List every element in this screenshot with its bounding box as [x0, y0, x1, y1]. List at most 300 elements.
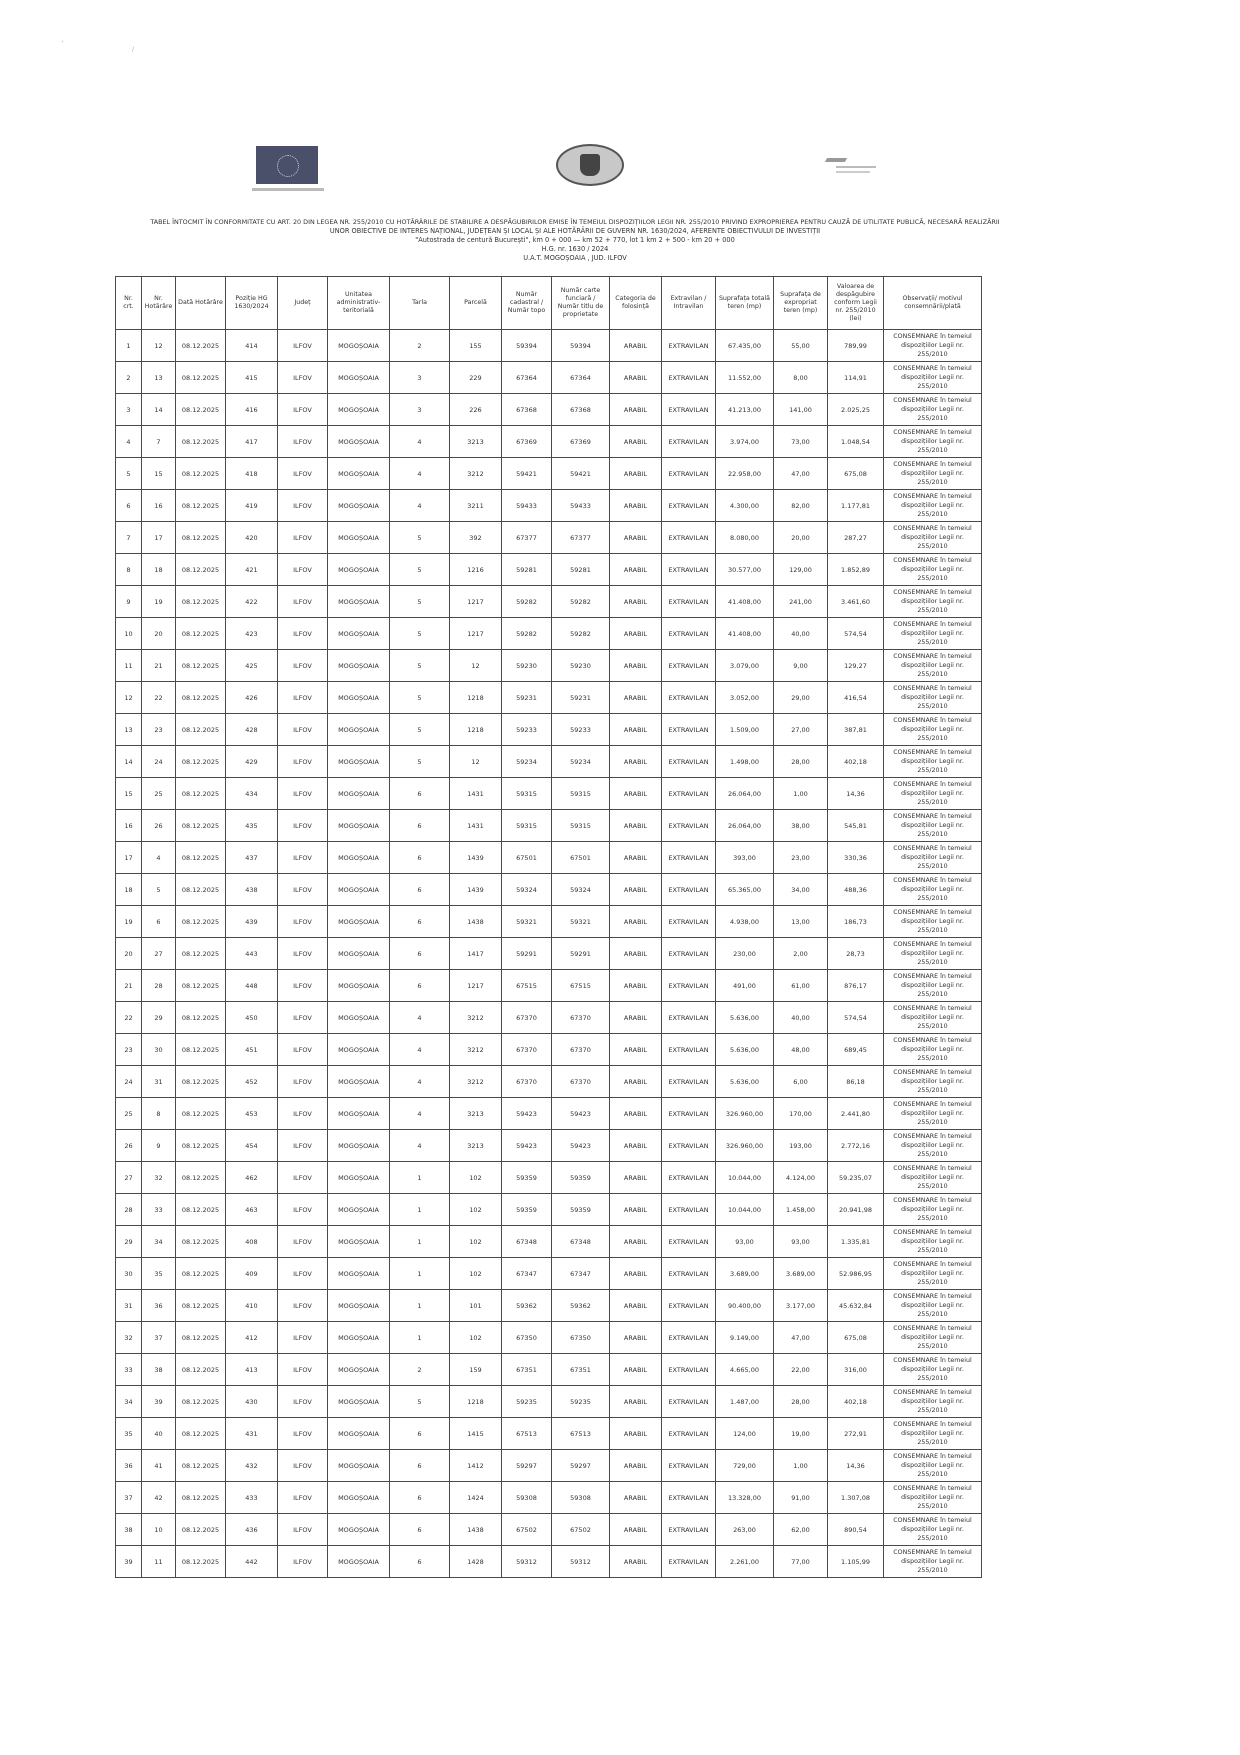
table-cell: MOGOȘOAIA — [328, 682, 390, 714]
table-row — [116, 394, 982, 426]
table-cell: 2.025,25 — [828, 394, 884, 426]
table-cell: EXTRAVILAN — [662, 458, 716, 490]
table-cell: 67347 — [502, 1258, 552, 1290]
observation-cell: CONSEMNARE în temeiul dispozițiilor Legii nr. 255/2010 — [884, 938, 982, 970]
table-cell: 263,00 — [716, 1514, 774, 1546]
table-cell: 59234 — [502, 746, 552, 778]
table-cell: ARABIL — [610, 1002, 662, 1034]
table-cell: 16 — [116, 810, 142, 842]
table-row — [116, 1514, 982, 1546]
table-cell: 229 — [450, 362, 502, 394]
table-cell: 08.12.2025 — [176, 714, 226, 746]
table-cell: EXTRAVILAN — [662, 1258, 716, 1290]
table-cell: 463 — [226, 1194, 278, 1226]
table-cell: ARABIL — [610, 330, 662, 362]
observation-cell: CONSEMNARE în temeiul dispozițiilor Legii nr. 255/2010 — [884, 426, 982, 458]
table-cell: 67513 — [502, 1418, 552, 1450]
table-cell: 454 — [226, 1130, 278, 1162]
table-cell: 59315 — [552, 810, 610, 842]
table-cell: 59282 — [502, 586, 552, 618]
table-cell: MOGOȘOAIA — [328, 1098, 390, 1130]
table-cell: ARABIL — [610, 682, 662, 714]
table-cell: MOGOȘOAIA — [328, 586, 390, 618]
table-cell: 11.552,00 — [716, 362, 774, 394]
table-cell: 6 — [390, 810, 450, 842]
table-cell: 08.12.2025 — [176, 1386, 226, 1418]
table-cell: 8,00 — [774, 362, 828, 394]
table-cell: MOGOȘOAIA — [328, 1418, 390, 1450]
observation-cell: CONSEMNARE în temeiul dispozițiilor Legii nr. 255/2010 — [884, 586, 982, 618]
observation-cell: CONSEMNARE în temeiul dispozițiilor Legii nr. 255/2010 — [884, 330, 982, 362]
table-cell: 434 — [226, 778, 278, 810]
table-cell: EXTRAVILAN — [662, 938, 716, 970]
table-cell: 08.12.2025 — [176, 362, 226, 394]
table-cell: EXTRAVILAN — [662, 842, 716, 874]
table-cell: 34 — [142, 1226, 176, 1258]
table-cell: ARABIL — [610, 1226, 662, 1258]
observation-cell: CONSEMNARE în temeiul dispozițiilor Legii nr. 255/2010 — [884, 1194, 982, 1226]
table-cell: 37 — [116, 1482, 142, 1514]
table-cell: 67370 — [502, 1002, 552, 1034]
table-cell: 67348 — [502, 1226, 552, 1258]
table-cell: MOGOȘOAIA — [328, 1066, 390, 1098]
table-cell: 59282 — [552, 586, 610, 618]
table-cell: EXTRAVILAN — [662, 682, 716, 714]
table-cell: 432 — [226, 1450, 278, 1482]
table-cell: 1.487,00 — [716, 1386, 774, 1418]
table-cell: 1.852,89 — [828, 554, 884, 586]
table-cell: 3212 — [450, 1034, 502, 1066]
table-cell: 3.052,00 — [716, 682, 774, 714]
table-cell: 59394 — [502, 330, 552, 362]
table-cell: MOGOȘOAIA — [328, 1322, 390, 1354]
observation-cell: CONSEMNARE în temeiul dispozițiilor Legii nr. 255/2010 — [884, 1546, 982, 1578]
column-header: Categoria de folosință — [610, 277, 662, 330]
table-cell: 22 — [116, 1002, 142, 1034]
table-cell: ILFOV — [278, 330, 328, 362]
table-cell: 4 — [390, 1066, 450, 1098]
table-row — [116, 1322, 982, 1354]
observation-cell: CONSEMNARE în temeiul dispozițiilor Legii nr. 255/2010 — [884, 362, 982, 394]
table-cell: ILFOV — [278, 1322, 328, 1354]
table-cell: 59291 — [502, 938, 552, 970]
table-cell: 08.12.2025 — [176, 650, 226, 682]
table-cell: 26 — [142, 810, 176, 842]
table-cell: ARABIL — [610, 1514, 662, 1546]
observation-cell: CONSEMNARE în temeiul dispozițiilor Legii nr. 255/2010 — [884, 1002, 982, 1034]
table-cell: 435 — [226, 810, 278, 842]
table-cell: 1424 — [450, 1482, 502, 1514]
table-cell: 448 — [226, 970, 278, 1002]
table-cell: 37 — [142, 1322, 176, 1354]
table-cell: 30 — [142, 1034, 176, 1066]
table-cell: MOGOȘOAIA — [328, 746, 390, 778]
table-cell: 4 — [390, 426, 450, 458]
table-cell: 59321 — [552, 906, 610, 938]
table-cell: 08.12.2025 — [176, 1322, 226, 1354]
table-cell: 08.12.2025 — [176, 426, 226, 458]
observation-cell: CONSEMNARE în temeiul dispozițiilor Legii nr. 255/2010 — [884, 394, 982, 426]
table-cell: MOGOȘOAIA — [328, 1034, 390, 1066]
table-cell: ARABIL — [610, 938, 662, 970]
table-cell: 11 — [116, 650, 142, 682]
table-cell: 141,00 — [774, 394, 828, 426]
table-cell: 6 — [390, 938, 450, 970]
table-cell: 62,00 — [774, 1514, 828, 1546]
table-cell: ARABIL — [610, 714, 662, 746]
table-cell: 129,27 — [828, 650, 884, 682]
table-cell: ILFOV — [278, 650, 328, 682]
table-cell: ARABIL — [610, 842, 662, 874]
column-header: Parcelă — [450, 277, 502, 330]
table-cell: MOGOȘOAIA — [328, 1194, 390, 1226]
table-cell: 4 — [390, 1098, 450, 1130]
observation-cell: CONSEMNARE în temeiul dispozițiilor Legii nr. 255/2010 — [884, 618, 982, 650]
table-cell: 67501 — [502, 842, 552, 874]
table-cell: 1417 — [450, 938, 502, 970]
table-cell: 17 — [116, 842, 142, 874]
table-cell: 1.335,81 — [828, 1226, 884, 1258]
table-cell: ILFOV — [278, 1002, 328, 1034]
table-cell: EXTRAVILAN — [662, 1322, 716, 1354]
observation-cell: CONSEMNARE în temeiul dispozițiilor Legii nr. 255/2010 — [884, 1354, 982, 1386]
table-cell: 230,00 — [716, 938, 774, 970]
table-cell: 488,36 — [828, 874, 884, 906]
table-cell: 10.044,00 — [716, 1194, 774, 1226]
table-cell: 41.213,00 — [716, 394, 774, 426]
table-cell: 08.12.2025 — [176, 746, 226, 778]
table-cell: EXTRAVILAN — [662, 1514, 716, 1546]
table-cell: 67370 — [502, 1034, 552, 1066]
table-row — [116, 458, 982, 490]
table-cell: 67350 — [502, 1322, 552, 1354]
table-cell: 5.636,00 — [716, 1002, 774, 1034]
table-cell: 3 — [116, 394, 142, 426]
column-header: Nr. crt. — [116, 277, 142, 330]
table-cell: 23 — [142, 714, 176, 746]
table-cell: 1431 — [450, 778, 502, 810]
table-cell: 9 — [116, 586, 142, 618]
table-row — [116, 522, 982, 554]
column-header: Suprafața de expropriat teren (mp) — [774, 277, 828, 330]
table-cell: 41 — [142, 1450, 176, 1482]
table-cell: 52.986,95 — [828, 1258, 884, 1290]
table-cell: 3212 — [450, 458, 502, 490]
table-cell: 55,00 — [774, 330, 828, 362]
table-cell: ILFOV — [278, 1194, 328, 1226]
table-cell: ARABIL — [610, 1290, 662, 1322]
column-header: Suprafața totală teren (mp) — [716, 277, 774, 330]
table-row — [116, 1290, 982, 1322]
observation-cell: CONSEMNARE în temeiul dispozițiilor Legii nr. 255/2010 — [884, 1034, 982, 1066]
table-cell: 27 — [116, 1162, 142, 1194]
table-cell: ARABIL — [610, 426, 662, 458]
table-cell: 1.509,00 — [716, 714, 774, 746]
table-row — [116, 1098, 982, 1130]
table-cell: 35 — [116, 1418, 142, 1450]
table-cell: 4 — [390, 1002, 450, 1034]
table-cell: EXTRAVILAN — [662, 426, 716, 458]
observation-cell: CONSEMNARE în temeiul dispozițiilor Legii nr. 255/2010 — [884, 970, 982, 1002]
table-cell: 22.958,00 — [716, 458, 774, 490]
table-cell: 59315 — [502, 810, 552, 842]
table-cell: EXTRAVILAN — [662, 330, 716, 362]
table-cell: ILFOV — [278, 1098, 328, 1130]
table-cell: 4 — [390, 490, 450, 522]
observation-cell: CONSEMNARE în temeiul dispozițiilor Legii nr. 255/2010 — [884, 490, 982, 522]
table-cell: 59421 — [502, 458, 552, 490]
table-cell: 436 — [226, 1514, 278, 1546]
table-row — [116, 362, 982, 394]
table-cell: ILFOV — [278, 842, 328, 874]
table-cell: 2.261,00 — [716, 1546, 774, 1578]
table-cell: 59231 — [502, 682, 552, 714]
table-cell: 409 — [226, 1258, 278, 1290]
table-cell: 59281 — [502, 554, 552, 586]
observation-cell: CONSEMNARE în temeiul dispozițiilor Legii nr. 255/2010 — [884, 874, 982, 906]
table-cell: 67515 — [552, 970, 610, 1002]
table-row — [116, 682, 982, 714]
table-cell: ILFOV — [278, 1386, 328, 1418]
table-cell: 402,18 — [828, 1386, 884, 1418]
table-cell: 40 — [142, 1418, 176, 1450]
table-cell: 1428 — [450, 1546, 502, 1578]
table-cell: MOGOȘOAIA — [328, 458, 390, 490]
table-cell: 491,00 — [716, 970, 774, 1002]
table-cell: 59421 — [552, 458, 610, 490]
observation-cell: CONSEMNARE în temeiul dispozițiilor Legii nr. 255/2010 — [884, 1386, 982, 1418]
table-cell: 2.772,16 — [828, 1130, 884, 1162]
table-cell: 40,00 — [774, 618, 828, 650]
table-cell: 08.12.2025 — [176, 1162, 226, 1194]
table-cell: 65.365,00 — [716, 874, 774, 906]
table-cell: 5 — [390, 682, 450, 714]
table-cell: EXTRAVILAN — [662, 1386, 716, 1418]
table-cell: 3213 — [450, 1130, 502, 1162]
table-cell: 08.12.2025 — [176, 810, 226, 842]
table-row — [116, 1194, 982, 1226]
table-cell: ARABIL — [610, 618, 662, 650]
table-row — [116, 1482, 982, 1514]
table-cell: 450 — [226, 1002, 278, 1034]
table-cell: 462 — [226, 1162, 278, 1194]
table-cell: 6 — [142, 906, 176, 938]
table-cell: 574,54 — [828, 618, 884, 650]
table-cell: 413 — [226, 1354, 278, 1386]
table-cell: 6 — [390, 970, 450, 1002]
table-cell: ILFOV — [278, 490, 328, 522]
table-cell: 14 — [116, 746, 142, 778]
table-cell: ARABIL — [610, 522, 662, 554]
table-cell: MOGOȘOAIA — [328, 1450, 390, 1482]
table-cell: 59312 — [552, 1546, 610, 1578]
table-cell: EXTRAVILAN — [662, 1162, 716, 1194]
observation-cell: CONSEMNARE în temeiul dispozițiilor Legii nr. 255/2010 — [884, 682, 982, 714]
table-cell: 08.12.2025 — [176, 1354, 226, 1386]
table-cell: 59231 — [552, 682, 610, 714]
table-cell: 26.064,00 — [716, 810, 774, 842]
table-cell: MOGOȘOAIA — [328, 618, 390, 650]
table-cell: ARABIL — [610, 1162, 662, 1194]
column-header: Extravilan / Intravilan — [662, 277, 716, 330]
table-cell: 159 — [450, 1354, 502, 1386]
table-cell: ILFOV — [278, 714, 328, 746]
table-cell: ARABIL — [610, 1194, 662, 1226]
table-cell: 6 — [390, 1418, 450, 1450]
table-cell: 287,27 — [828, 522, 884, 554]
table-cell: 574,54 — [828, 1002, 884, 1034]
table-cell: 8.080,00 — [716, 522, 774, 554]
table-cell: ILFOV — [278, 458, 328, 490]
table-cell: 3.079,00 — [716, 650, 774, 682]
table-cell: 6,00 — [774, 1066, 828, 1098]
table-cell: ILFOV — [278, 746, 328, 778]
table-row — [116, 1258, 982, 1290]
table-cell: 59423 — [552, 1098, 610, 1130]
table-cell: 67368 — [552, 394, 610, 426]
table-cell: 59233 — [552, 714, 610, 746]
table-cell: 102 — [450, 1194, 502, 1226]
table-cell: 1218 — [450, 1386, 502, 1418]
table-cell: EXTRAVILAN — [662, 1290, 716, 1322]
table-cell: 59433 — [502, 490, 552, 522]
table-cell: 08.12.2025 — [176, 1482, 226, 1514]
table-cell: 27,00 — [774, 714, 828, 746]
table-cell: 330,36 — [828, 842, 884, 874]
table-cell: 326.960,00 — [716, 1130, 774, 1162]
table-cell: 08.12.2025 — [176, 490, 226, 522]
table-cell: 15 — [116, 778, 142, 810]
table-cell: 1 — [390, 1258, 450, 1290]
table-cell: 19,00 — [774, 1418, 828, 1450]
table-cell: 1218 — [450, 714, 502, 746]
table-cell: 13.328,00 — [716, 1482, 774, 1514]
table-cell: 15 — [142, 458, 176, 490]
table-cell: 08.12.2025 — [176, 458, 226, 490]
table-row — [116, 1066, 982, 1098]
table-cell: 18 — [116, 874, 142, 906]
table-cell: ILFOV — [278, 1066, 328, 1098]
table-cell: 437 — [226, 842, 278, 874]
table-cell: 876,17 — [828, 970, 884, 1002]
table-cell: 59282 — [502, 618, 552, 650]
table-cell: 421 — [226, 554, 278, 586]
table-cell: 102 — [450, 1322, 502, 1354]
road-authority-logo-icon — [826, 158, 882, 174]
table-cell: 08.12.2025 — [176, 330, 226, 362]
table-cell: 29 — [116, 1226, 142, 1258]
table-cell: 1217 — [450, 586, 502, 618]
table-row — [116, 650, 982, 682]
table-cell: 129,00 — [774, 554, 828, 586]
table-cell: 30.577,00 — [716, 554, 774, 586]
table-cell: 08.12.2025 — [176, 1002, 226, 1034]
table-cell: 59230 — [502, 650, 552, 682]
table-cell: 59230 — [552, 650, 610, 682]
table-cell: EXTRAVILAN — [662, 746, 716, 778]
romania-coat-of-arms-icon — [556, 144, 624, 186]
table-cell: 410 — [226, 1290, 278, 1322]
table-cell: 3.177,00 — [774, 1290, 828, 1322]
table-cell: MOGOȘOAIA — [328, 1354, 390, 1386]
table-cell: 5 — [390, 650, 450, 682]
table-cell: 418 — [226, 458, 278, 490]
table-cell: MOGOȘOAIA — [328, 426, 390, 458]
table-cell: 67370 — [552, 1066, 610, 1098]
table-cell: MOGOȘOAIA — [328, 1258, 390, 1290]
table-cell: ILFOV — [278, 1418, 328, 1450]
table-cell: 08.12.2025 — [176, 586, 226, 618]
table-cell: 5 — [390, 746, 450, 778]
table-row — [116, 1034, 982, 1066]
table-cell: 6 — [390, 778, 450, 810]
table-cell: 28 — [116, 1194, 142, 1226]
table-cell: MOGOȘOAIA — [328, 330, 390, 362]
table-cell: ILFOV — [278, 938, 328, 970]
table-cell: 1 — [390, 1226, 450, 1258]
table-cell: 414 — [226, 330, 278, 362]
table-cell: 4 — [390, 1034, 450, 1066]
table-cell: 124,00 — [716, 1418, 774, 1450]
table-cell: EXTRAVILAN — [662, 970, 716, 1002]
stray-mark-1: ' — [62, 40, 64, 47]
table-cell: 31 — [116, 1290, 142, 1322]
table-cell: 21 — [116, 970, 142, 1002]
table-cell: ILFOV — [278, 1546, 328, 1578]
table-cell: 3212 — [450, 1066, 502, 1098]
table-cell: 13,00 — [774, 906, 828, 938]
table-cell: 442 — [226, 1546, 278, 1578]
table-cell: MOGOȘOAIA — [328, 362, 390, 394]
table-cell: EXTRAVILAN — [662, 490, 716, 522]
table-cell: 422 — [226, 586, 278, 618]
table-cell: 08.12.2025 — [176, 1194, 226, 1226]
table-cell: 59233 — [502, 714, 552, 746]
table-cell: 6 — [390, 842, 450, 874]
table-cell: 101 — [450, 1290, 502, 1322]
table-cell: 77,00 — [774, 1546, 828, 1578]
table-cell: 14,36 — [828, 1450, 884, 1482]
table-cell: 67364 — [502, 362, 552, 394]
table-row — [116, 490, 982, 522]
table-cell: 226 — [450, 394, 502, 426]
table-cell: 67502 — [552, 1514, 610, 1546]
table-cell: ILFOV — [278, 1258, 328, 1290]
table-cell: 1,00 — [774, 778, 828, 810]
table-cell: 425 — [226, 650, 278, 682]
table-cell: 67515 — [502, 970, 552, 1002]
table-cell: 26 — [116, 1130, 142, 1162]
table-cell: 155 — [450, 330, 502, 362]
table-cell: ARABIL — [610, 1418, 662, 1450]
table-cell: 5 — [390, 714, 450, 746]
table-cell: 1412 — [450, 1450, 502, 1482]
heading-line-1: TABEL ÎNTOCMIT ÎN CONFORMITATE CU ART. 20 DIN LEGEA NR. 255/2010 CU HOTĂRÂRILE DE STABILIRE A DESPĂGUBIRILOR EMISE ÎN TEMEIUL DISPOZIȚIILOR LEGII NR. 255/2010 PRIVIND EXPROPRIEREA PENTRU CAUZĂ DE UTILITATE PUBLICĂ, NECESARĂ REALIZĂRII — [150, 218, 1000, 226]
table-cell: 12 — [450, 746, 502, 778]
table-cell: 38,00 — [774, 810, 828, 842]
table-cell: ILFOV — [278, 1034, 328, 1066]
table-cell: 12 — [450, 650, 502, 682]
table-cell: 8 — [116, 554, 142, 586]
table-cell: 31 — [142, 1066, 176, 1098]
table-cell: ARABIL — [610, 1450, 662, 1482]
table-cell: 443 — [226, 938, 278, 970]
table-cell: 47,00 — [774, 1322, 828, 1354]
table-cell: 08.12.2025 — [176, 842, 226, 874]
table-cell: 392 — [450, 522, 502, 554]
table-cell: 5 — [390, 554, 450, 586]
table-cell: 451 — [226, 1034, 278, 1066]
